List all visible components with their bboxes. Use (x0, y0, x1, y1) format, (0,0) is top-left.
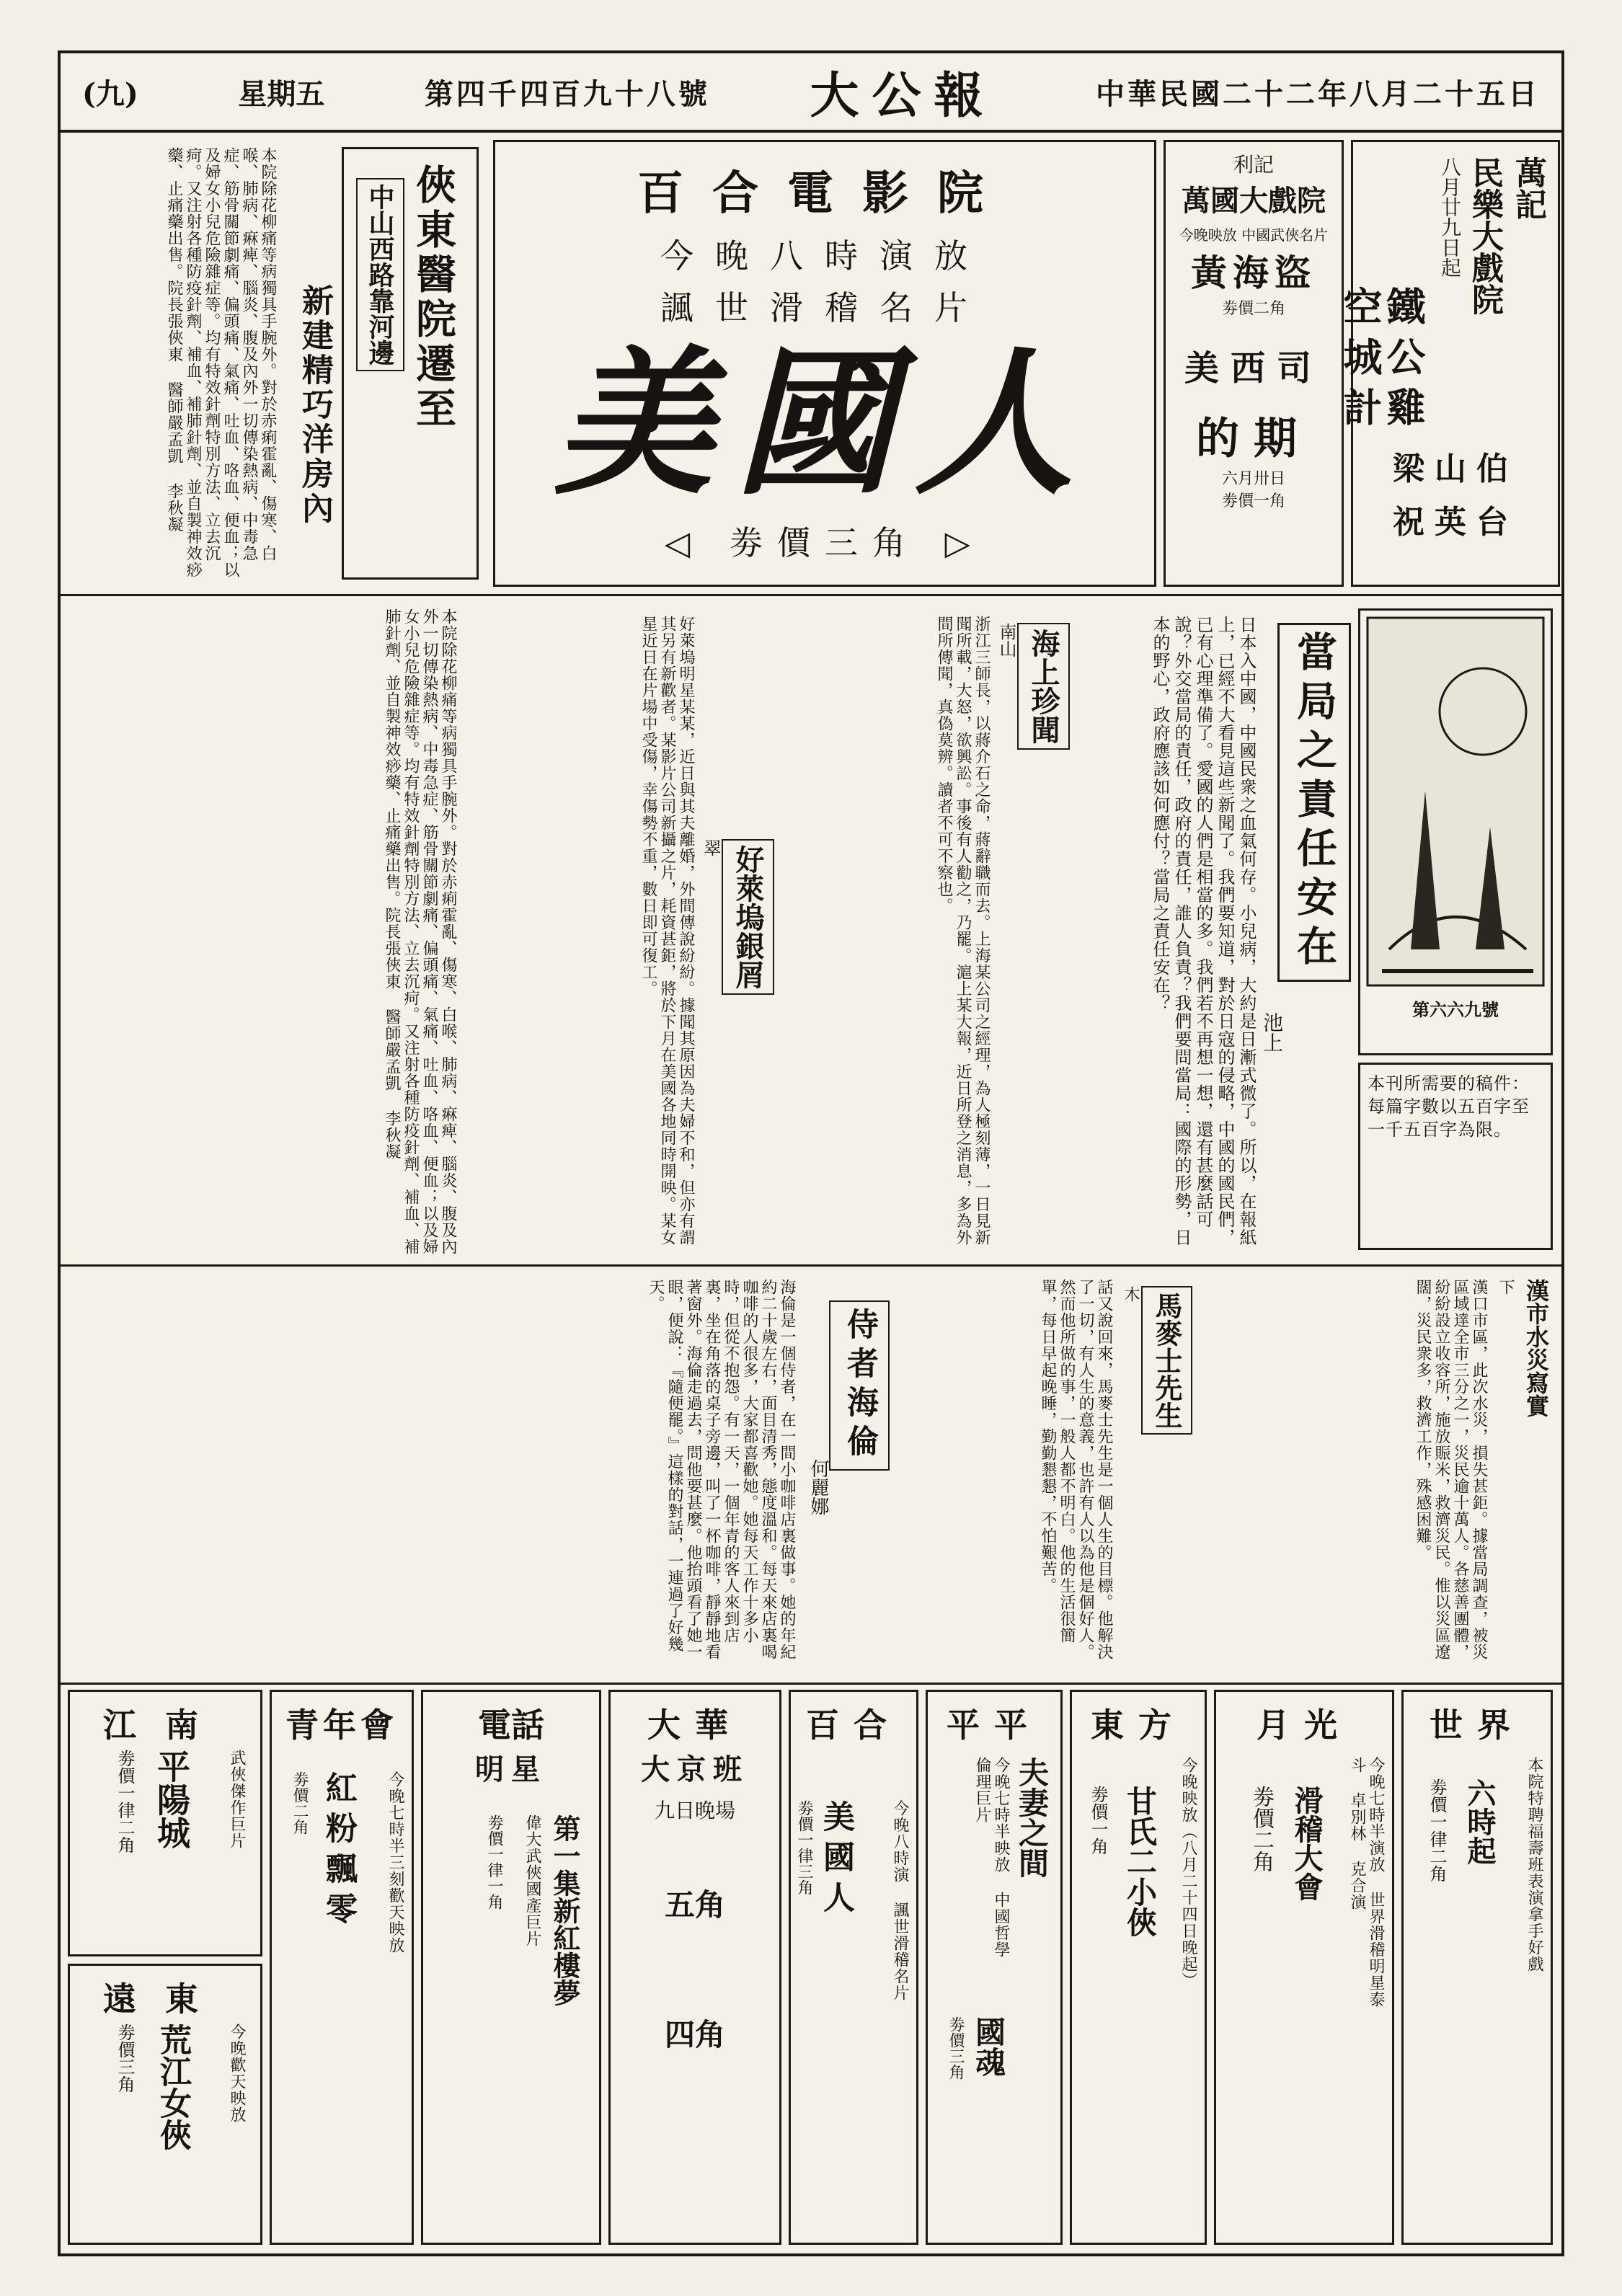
ad7-name: 電話 (478, 1706, 544, 1745)
ad6-body: 九日晚場 (654, 1799, 735, 1822)
ad4-body: 今晚七時半映放 中國哲學倫理巨片 (973, 1757, 1010, 1958)
ad9-name: 江南 (103, 1706, 227, 1745)
minle-films-lower (1351, 443, 1560, 572)
film3-subtitle: 的期 (1196, 414, 1311, 464)
ad5-body: 今晚八時演 諷世滑稽名片 (891, 1800, 909, 2001)
ad2-name: 月光 (1257, 1706, 1352, 1745)
baihe-line-2: 諷世滑稽名片 (660, 288, 989, 327)
ad5-name: 百合 (806, 1706, 901, 1745)
bottom-ad-dongfang (1070, 1690, 1207, 2245)
article-3 (464, 608, 774, 1257)
cartoon-illustration (1360, 611, 1551, 993)
article-2-body: 浙江三師長，以蔣介石之命，蔣辭職而去。上海某公司之經理，為人極刻薄，一日見新聞所載，大怒，欲興訟。事後有人勸之，乃罷。滬上某大報，近日所登之消息，多為外間所傳聞，真偽莫辨。讀者不可不察也。 (935, 616, 991, 1246)
ad6-sub: 大京班 (641, 1752, 749, 1786)
essay-1-author: 池上 (1260, 1012, 1284, 1052)
weekday: 星期五 (238, 76, 325, 111)
wanguo-film-title: 黃海盜 (1191, 252, 1316, 294)
wanguo-tag: 利記 (1233, 153, 1274, 177)
clinic-body: 本院除花柳痛等病獨具手腕外。對於赤痢霍亂、傷寒、白喉、肺病、痳痺、腦炎、腹及內外一切傳染熱病、中毒急症、筋骨關節劇痛、偏頭痛、氣痛、吐血、咯血、便血；以及婦女小兒危險雜症等。均有特效針劑特別方法、立去沉疴。又注射各種防疫針劑、補血、補肺針劑、並自製神效痧藥、止痛藥出售。院長張俠東 醫師嚴孟凱 李秋凝 (165, 147, 277, 578)
newspaper-page (58, 50, 1564, 2256)
clinic-ad (68, 140, 486, 587)
essay-1-body: 日本入中國，中國民衆之血氣何存。小兒病，大約是日漸式微了。所以，在報紙上，已經不大看見這些新聞了。我們要知道，對於日寇的侵略，中國的國民們，已有心理準備了。愛國的人們是相當的多。我們若不再想一想，還有甚麼話可說？外交當局的責任，政府的責任，誰人負責？我們要問當局：國際的形勢，日本的野心，政府應該如何應付？當局之責任安在？ (1150, 616, 1257, 1246)
ad4-name: 平平 (947, 1706, 1042, 1745)
wanguo-theatre-name: 萬國大戲院 (1182, 184, 1326, 218)
bottom-ad-dahua (608, 1690, 781, 2245)
article-5-title: 漢市水災寫實 (1523, 1279, 1550, 1417)
minle-film-2: 空城計 (1337, 286, 1383, 438)
bottom-ad-mingxing (421, 1690, 601, 2245)
ad9-price: 劵價一律二角 (115, 1750, 135, 1853)
clinic-name: 俠東醫院遷至 (409, 164, 457, 432)
section-divider-3 (61, 1683, 1561, 1685)
ad1-time: 六時起 (1463, 1778, 1497, 1865)
clinic-address-2: 新建精巧洋房內 (296, 284, 333, 526)
ad7-sub: 明星 (475, 1752, 547, 1786)
article-2 (781, 608, 1070, 1257)
ad6-price-2: 四角 (664, 2017, 725, 2052)
ad9-body: 武俠傑作巨片 (228, 1750, 246, 1849)
baihe-price-text: 劵價三角 (730, 523, 920, 562)
wanguo-price: 劵價二角 (1221, 300, 1285, 318)
section-divider-2 (61, 1264, 1561, 1267)
clinic-title-box (342, 147, 479, 580)
ad10-title: 荒江女俠 (154, 2024, 191, 2150)
ad2-title: 滑稽大會 (1290, 1786, 1324, 1901)
ad7-price: 劵價一律一角 (485, 1814, 503, 1910)
bottom-ad-yuandong (68, 1964, 262, 2245)
article-3-body: 好萊塢明星某某，近日與其夫離婚，外間傳說紛紛。據聞其原因為夫婦不和，但亦有謂其另有新歡者。某影片公司新攝之片，耗資甚鉅，將於下月在美國各地同時開映。某女星近日在片場中受傷，幸傷勢不重，數日即可復工。 (639, 616, 695, 1246)
article-6 (68, 1272, 890, 1675)
wanguo-theatre-ad (1164, 140, 1344, 587)
ad1-price: 劵價一律二角 (1427, 1778, 1447, 1882)
ad1-name: 世界 (1430, 1706, 1525, 1745)
baihe-film-title: 美國人 (554, 329, 1095, 516)
issue-number: 第四千四百九十八號 (424, 76, 710, 111)
minle-theatre-name: 民樂大戲院 (1466, 156, 1503, 315)
ad6-price-1: 五角 (664, 1887, 725, 1923)
ad2-price: 劵價二角 (1249, 1786, 1274, 1872)
minle-date: 八月廿九日起 (1438, 156, 1462, 278)
clinic-address: 中山西路靠河邊 (356, 178, 404, 371)
wanguo-film-sub: 今晚映放 中國武俠名片 (1179, 226, 1329, 244)
baihe-price (495, 517, 1154, 564)
film3-title: 美西司 (1184, 348, 1323, 389)
film3-date: 六月卅日 (1221, 470, 1285, 488)
bottom-ad-yueguang (1214, 1690, 1394, 2245)
article-2-author: 南山 (996, 623, 1016, 657)
article-2-title: 海上珍聞 (1017, 623, 1070, 750)
ad6-name: 大華 (647, 1706, 743, 1745)
page-number: (九) (82, 76, 138, 111)
article-3-title: 好萊塢銀屑 (722, 839, 774, 995)
article-3-author: 翠 (701, 839, 721, 856)
left-triangle-icon: ◁ (664, 523, 705, 562)
article-5-author: 下 (1497, 1279, 1515, 1295)
cartoon-caption: 第六六九號 (1412, 999, 1499, 1020)
article-4 (897, 1272, 1192, 1675)
submission-notice: 本刊所需要的稿件：每篇字數以五百字至一千五百字為限。 (1358, 1063, 1553, 1250)
ad8-name: 青年會 (285, 1706, 398, 1745)
minle-film-4: 祝英台 (1393, 504, 1518, 541)
baihe-line-1: 今晚八時演放 (660, 236, 989, 275)
article-6-title: 侍者海倫 (829, 1300, 890, 1471)
ad2-body: 今晚七時半演放 世界滑稽明星泰斗 卓別林 克合演 (1348, 1757, 1385, 2008)
minle-film-3: 梁山伯 (1393, 451, 1518, 487)
bottom-ad-qingnianhui (270, 1690, 414, 2245)
baihe-theatre-name: 百合電影院 (637, 167, 1012, 221)
ad9-title: 平陽城 (152, 1750, 191, 1849)
ad4-price: 劵價三角 (947, 2016, 965, 2080)
minle-tag: 萬記 (1510, 156, 1546, 220)
ad3-name: 東方 (1091, 1706, 1186, 1745)
film3-price: 劵價一角 (1221, 492, 1285, 510)
article-4-body: 話又說回來，馬麥士先生是一個人生的目標。他解決了一切，有人生的意義，也許有人以為他是個好人。然而他所做的事，一般人都不明白。他的生活很簡單，每日早起晚睡，勤勤懇懇，不怕艱苦。 (1039, 1279, 1113, 1660)
ad4-title: 夫妻之間 (1014, 1757, 1050, 1878)
ad10-price: 劵價三角 (115, 2024, 135, 2093)
section-divider-1 (61, 594, 1561, 596)
ad10-body: 今晚歡天映放 (228, 2024, 246, 2123)
ad7-title: 第一集新紅樓夢 (549, 1814, 581, 2006)
ad1-body: 本院特聘福壽班表演拿手好戲 (1525, 1757, 1543, 1972)
left-column-text: 本院除花柳痛等病獨具手腕外。對於赤痢霍亂、傷寒、白喉、肺病、痳痺、腦炎、腹及內外一切傳染熱病、中毒急症、筋骨關節劇痛、偏頭痛、氣痛、吐血、咯血、便血；以及婦女小兒危險雜症等。均有特效針劑特別方法、立去沉疴。又注射各種防疫針劑、補血、補肺針劑、並自製神效痧藥、止痛藥出售。院長張俠東 醫師嚴孟凱 李秋凝 (383, 608, 457, 1255)
minle-film-1: 鐵公雞 (1381, 286, 1427, 438)
ad3-price: 劵價一角 (1088, 1786, 1108, 1855)
article-6-author: 何麗娜 (807, 1459, 829, 1515)
article-6-body: 海倫是一個侍者，在一間小咖啡店裏做事。她的年紀約二十歲左右，面目清秀，態度溫和。每天來店裏喝咖啡的人很多，大家都喜歡她。她每天工作十多小時，但從不抱怨。有一天，一個年青的客人來到店裏，坐在角落的桌子旁邊，叫了一杯咖啡，靜靜地看著窗外。海倫走過去，問他要甚麼。他抬頭看了她一眼，便說：『隨便罷。』這樣的對話，一連過了好幾天。 (647, 1279, 796, 1660)
ad4-title-2: 國魂 (971, 2016, 1006, 2077)
ad3-title: 甘氏二小俠 (1122, 1786, 1158, 1937)
masthead (61, 53, 1561, 133)
ad8-title: 紅粉飄零 (320, 1771, 357, 1933)
ad10-name: 遠東 (103, 1980, 227, 2018)
bottom-ad-pingping (926, 1690, 1063, 2245)
article-4-title: 馬麥士先生 (1141, 1286, 1192, 1435)
article-4-author: 木 (1122, 1286, 1140, 1302)
article-5 (1200, 1272, 1553, 1675)
ad7-body: 偉大武俠國產巨片 (523, 1814, 541, 1947)
ad8-body: 今晚七時半三刻歡天映放 (386, 1771, 404, 1954)
right-triangle-icon: ▷ (944, 523, 985, 562)
ad5-price: 劵價一律三角 (795, 1800, 813, 1895)
ad3-body: 今晚映放（八月二十四日晚起） (1179, 1757, 1197, 1989)
bottom-ad-baihe (789, 1690, 918, 2245)
baihe-cinema-ad (493, 140, 1156, 587)
essay-1 (1077, 608, 1351, 1257)
issue-date: 中華民國二十二年八月二十五日 (1096, 76, 1540, 111)
article-5-body: 漢口市區，此次水災，損失甚鉅。據當局調查，被災區域達全市三分之一，災民逾十萬人。各慈善團體，紛紛設立收容所，施放賑米，救濟災民。惟以災區遼闊，災民衆多，救濟工作，殊感困難。 (1414, 1279, 1488, 1660)
ad5-title: 美國人 (817, 1800, 854, 1921)
cartoon-box (1358, 608, 1553, 1055)
ad8-price: 劵價二角 (291, 1771, 309, 1835)
bottom-ad-shijie (1401, 1690, 1553, 2245)
essay-1-title: 當局之責任安在 (1277, 623, 1351, 982)
bottom-ad-jiangnan (68, 1690, 262, 1956)
paper-title: 大公報 (810, 66, 996, 125)
